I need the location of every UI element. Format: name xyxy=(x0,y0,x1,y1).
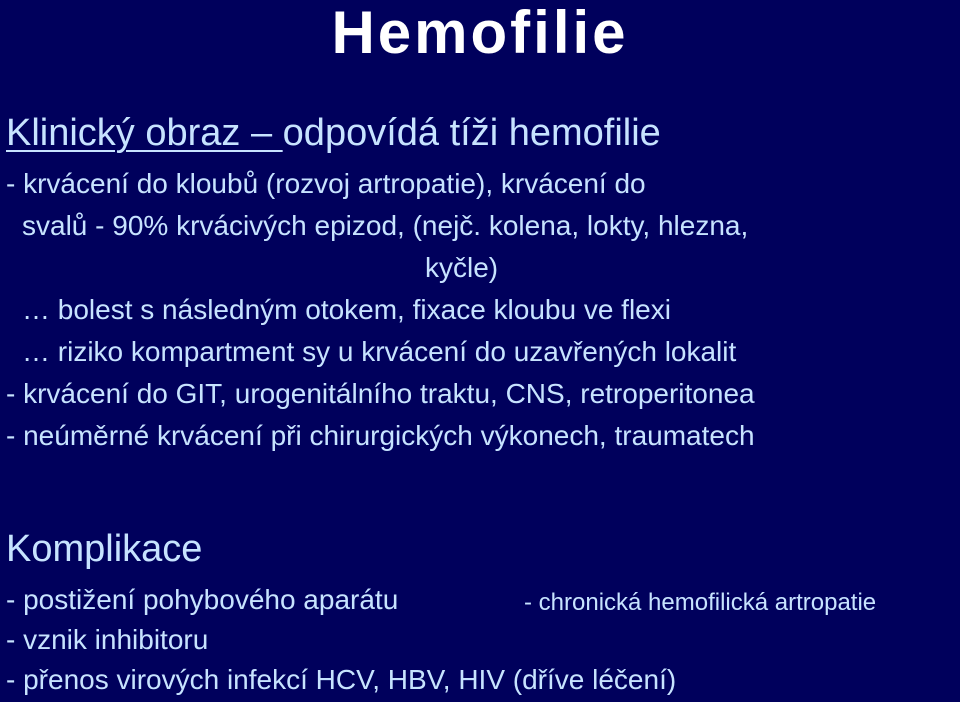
list-item: kyčle) xyxy=(425,252,499,283)
complication-note: - chronická hemofilická artropatie xyxy=(524,589,877,616)
list-item: - krvácení do kloubů (rozvoj artropatie), krvácení do xyxy=(6,168,646,199)
list-item: … bolest s následným otokem, fixace kloubu ve flexi xyxy=(22,294,671,325)
heading-rest-part: odpovídá tíži hemofilie xyxy=(282,112,661,154)
list-item: - přenos virových infekcí HCV, HBV, HIV (dříve léčení) xyxy=(6,664,677,695)
heading-underlined-part: Klinický obraz – xyxy=(6,112,283,154)
list-item: svalů - 90% krvácivých epizod, (nejč. kolena, lokty, hlezna, xyxy=(22,210,749,241)
list-item: - krvácení do GIT, urogenitálního traktu, CNS, retroperitonea xyxy=(6,378,755,409)
complication-main: - postižení pohybového aparátu xyxy=(6,584,399,615)
section-heading-complications: Komplikace xyxy=(6,528,203,570)
list-item: - vznik inhibitoru xyxy=(6,624,209,655)
list-item xyxy=(6,584,398,616)
list-item: - neúměrné krvácení při chirurgických výkonech, traumatech xyxy=(6,420,755,451)
list-item: … riziko kompartment sy u krvácení do uzavřených lokalit xyxy=(22,336,737,367)
section-heading-clinical xyxy=(6,112,661,154)
slide-title: Hemofilie xyxy=(331,0,629,66)
